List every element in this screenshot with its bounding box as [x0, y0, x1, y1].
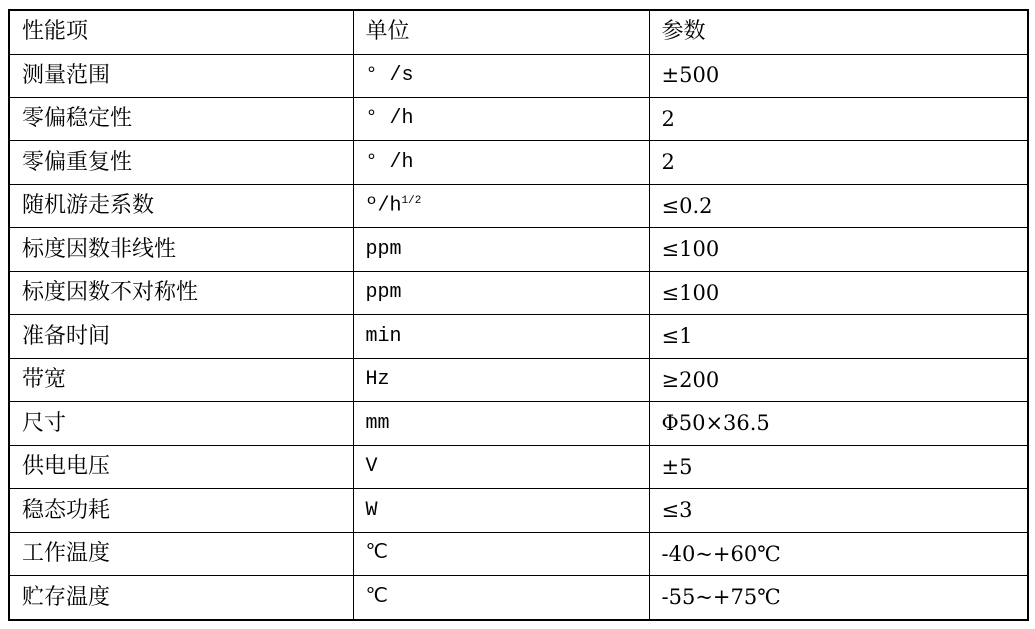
cell-name: 工作温度 — [9, 532, 353, 575]
table-row — [9, 54, 1028, 97]
cell-unit: ppm — [353, 271, 649, 314]
cell-unit: V — [353, 445, 649, 488]
cell-value: ±500 — [649, 54, 1028, 97]
cell-name: 标度因数不对称性 — [9, 271, 353, 314]
table-header-row — [9, 10, 1028, 54]
cell-value: ≤0.2 — [649, 184, 1028, 227]
cell-value: -55~+75℃ — [649, 576, 1028, 620]
table-row — [9, 184, 1028, 227]
cell-name: 带宽 — [9, 358, 353, 401]
cell-value: ≤100 — [649, 271, 1028, 314]
cell-unit: ℃ — [353, 532, 649, 575]
table-row — [9, 576, 1028, 620]
table-row — [9, 445, 1028, 488]
table-row — [9, 489, 1028, 532]
header-cell-unit: 单位 — [353, 10, 649, 54]
cell-name: 测量范围 — [9, 54, 353, 97]
cell-name: 准备时间 — [9, 315, 353, 358]
spec-table — [8, 9, 1029, 621]
cell-name: 零偏重复性 — [9, 141, 353, 184]
table-row — [9, 358, 1028, 401]
cell-unit: ℃ — [353, 576, 649, 620]
cell-name: 贮存温度 — [9, 576, 353, 620]
table-row — [9, 97, 1028, 140]
cell-unit: ° /s — [353, 54, 649, 97]
cell-name: 尺寸 — [9, 402, 353, 445]
header-cell-name: 性能项 — [9, 10, 353, 54]
header-cell-value: 参数 — [649, 10, 1028, 54]
cell-value: ≤100 — [649, 228, 1028, 271]
cell-name: 零偏稳定性 — [9, 97, 353, 140]
table-row — [9, 228, 1028, 271]
cell-value: ≤1 — [649, 315, 1028, 358]
cell-unit: ° /h — [353, 97, 649, 140]
cell-name: 标度因数非线性 — [9, 228, 353, 271]
cell-name: 随机游走系数 — [9, 184, 353, 227]
cell-value: ≥200 — [649, 358, 1028, 401]
table-row — [9, 271, 1028, 314]
cell-value: ≤3 — [649, 489, 1028, 532]
cell-name: 稳态功耗 — [9, 489, 353, 532]
cell-value: 2 — [649, 141, 1028, 184]
cell-value: Φ50×36.5 — [649, 402, 1028, 445]
cell-unit: Hz — [353, 358, 649, 401]
cell-value: ±5 — [649, 445, 1028, 488]
cell-unit: mm — [353, 402, 649, 445]
table-row — [9, 402, 1028, 445]
table-row — [9, 315, 1028, 358]
table-row — [9, 532, 1028, 575]
cell-unit: ° /h — [353, 141, 649, 184]
unit-base: º/h — [365, 194, 402, 218]
cell-value: 2 — [649, 97, 1028, 140]
cell-unit: ppm — [353, 228, 649, 271]
unit-superscript: 1/2 — [401, 194, 422, 207]
cell-unit: min — [353, 315, 649, 358]
spec-table-body — [9, 10, 1028, 620]
cell-unit-compound — [353, 184, 649, 227]
cell-value: -40~+60℃ — [649, 532, 1028, 575]
table-row — [9, 141, 1028, 184]
cell-unit: W — [353, 489, 649, 532]
cell-name: 供电电压 — [9, 445, 353, 488]
